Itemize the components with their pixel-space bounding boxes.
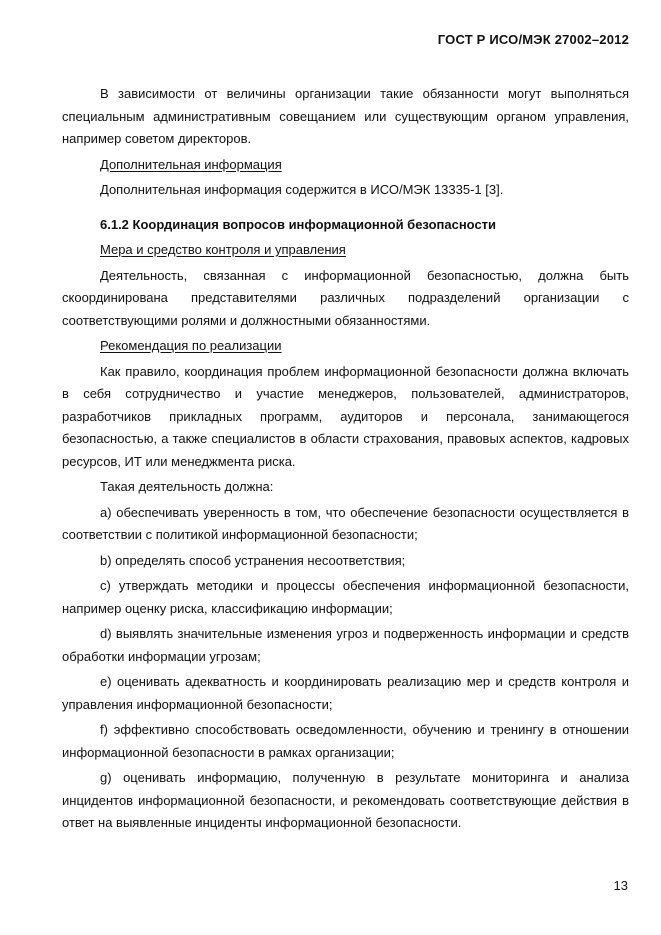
list-item: g) оценивать информацию, полученную в результате мониторинга и анализа инцидентов информационной безопасности, и рекомендовать соответствующие действия в ответ на выявленные инциденты информационной безопасности. [62, 770, 629, 830]
activity-intro: Такая деятельность должна: [100, 479, 274, 494]
list-item: a) обеспечивать уверенность в том, что обеспечение безопасности осуществляется в соответствии с политикой информационной безопасности; [62, 504, 629, 542]
implementation-heading: Рекомендация по реализации [100, 338, 282, 353]
paragraph-intro: В зависимости от величины организации такие обязанности могут выполняться специальным административным совещанием или существующим органом управления, например советом директоров. [62, 86, 629, 146]
list-item: d) выявлять значительные изменения угроз и подверженность информации и средств обработки информации угрозам; [62, 626, 629, 664]
list-item: b) определять способ устранения несоответствия; [100, 552, 406, 568]
list-item: c) утверждать методики и процессы обеспечения информационной безопасности, например оценку риска, классификацию информации; [62, 578, 629, 616]
control-heading: Мера и средство контроля и управления [100, 242, 346, 257]
additional-info-heading: Дополнительная информация [100, 156, 282, 172]
implementation-text: Как правило, координация проблем информационной безопасности должна включать в себя сотрудничество и участие менеджеров, пользователей, администраторов, разработчиков прикладных программ, аудиторов и персонала, занимающегося безопасностью, а также специалистов в области страхования, правовых аспектов, кадровых ресурсов, ИТ или менеджмента риска. [62, 363, 629, 469]
standard-header: ГОСТ Р ИСО/МЭК 27002–2012 [437, 32, 629, 47]
section-heading: 6.1.2 Координация вопросов информационной безопасности [100, 216, 497, 232]
additional-info-text: Дополнительная информация содержится в ИСО/МЭК 13335-1 [3]. [100, 182, 504, 197]
list-item: e) оценивать адекватность и координировать реализацию мер и средств контроля и управления информационной безопасности; [62, 674, 629, 712]
list-item: f) эффективно способствовать осведомленности, обучению и тренингу в отношении информационной безопасности в рамках организации; [62, 722, 629, 760]
document-body [62, 83, 629, 835]
control-text: Деятельность, связанная с информационной безопасностью, должна быть скоординирована представителями различных подразделений организации с соответствующими ролями и должностными обязанностями. [62, 267, 629, 328]
page-number: 13 [613, 878, 628, 893]
